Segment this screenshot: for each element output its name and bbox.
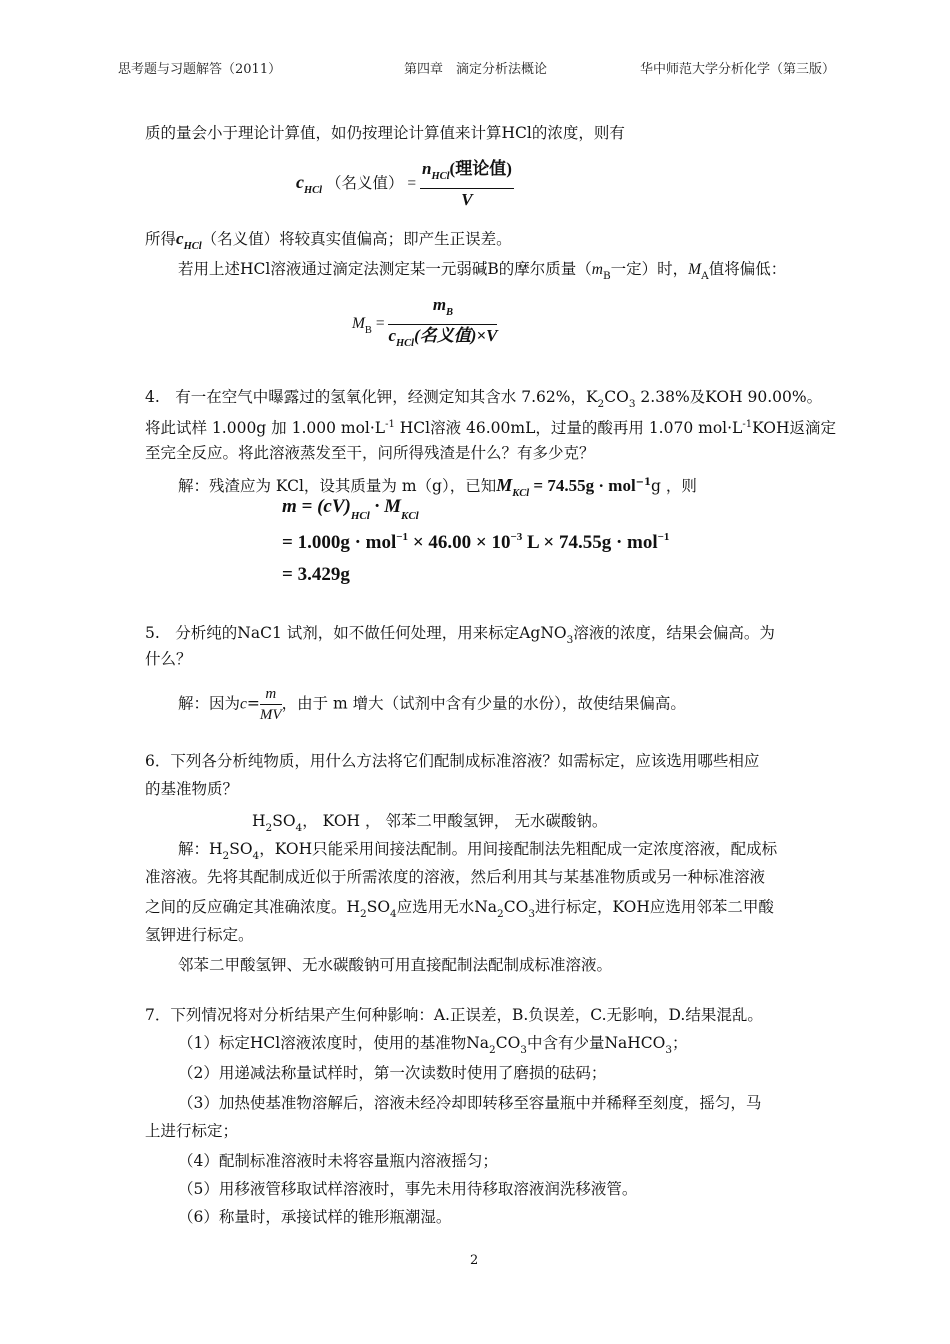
q6-a3d: CO — [503, 898, 529, 916]
equation-molar-mass — [352, 294, 497, 355]
q4-l2a: 将此试样 1.000g 加 1.000 mol·L — [145, 419, 386, 437]
q6-a3s1: 2 — [360, 908, 367, 920]
line2-pre: 所得 — [145, 230, 177, 248]
line3-b: 一定）时， — [610, 260, 689, 278]
q4-eq1a: m = (cV) — [282, 496, 351, 517]
eq2-eq: = — [375, 315, 385, 333]
q6-a1a: 解：H — [178, 840, 223, 858]
q5-line2: 什么？ — [145, 650, 192, 668]
eq1-theory: (理论值) — [449, 159, 512, 178]
q6-ans1 — [178, 838, 777, 867]
q4-eq2sup1: −1 — [396, 531, 409, 543]
header-left: 思考题与习题解答（2011） — [118, 62, 282, 77]
q6-ans4: 氢钾进行标定。 — [145, 926, 254, 944]
eq1-n: n — [421, 159, 432, 178]
q4-eq2c: L × 74.55g · mol — [522, 532, 658, 553]
q4-eq2b: × 46.00 × 10 — [408, 532, 511, 553]
header-right: 华中师范大学分析化学（第三版） — [640, 62, 836, 77]
eq1-nominal: （名义值） — [325, 175, 404, 193]
intro-line2 — [145, 228, 512, 258]
eq1-csub: HCl — [304, 185, 323, 197]
q4-eq-line1 — [282, 496, 419, 522]
q5-l1a: 5. 分析纯的NaC1 试剂，如不做任何处理，用来标定AgNO — [145, 624, 567, 642]
q7-line1: 7．下列情况将对分析结果产生何种影响：A.正误差，B.负误差，C.无影响，D.结果混乱。 — [145, 1006, 763, 1024]
q7-item2: （2）用递减法称量试样时，第一次读数时使用了磨损的砝码； — [178, 1064, 607, 1082]
line3-M: M — [688, 261, 702, 278]
q6-a3s2: 4 — [390, 908, 397, 920]
q5-ans-eq: = — [246, 694, 260, 713]
q7-i1b: CO — [495, 1034, 521, 1052]
intro-line3 — [178, 258, 786, 287]
q4-line3: 至完全反应。将此溶液蒸发至干，问所得残渣是什么？有多少克？ — [145, 444, 595, 462]
eq2-c: c — [388, 326, 396, 345]
q6-a3a: 之间的反应确定其准确浓度。H — [145, 898, 361, 916]
q5-answer — [178, 684, 686, 725]
q4-eq2sup3: −1 — [657, 531, 670, 543]
q4-eq1b: · M — [369, 496, 401, 517]
q4-ans-Msub: KCl — [512, 488, 530, 499]
q6-a1s1: 2 — [222, 850, 230, 862]
line3-m: m — [591, 261, 603, 278]
eq2-csub: HCl — [395, 338, 415, 349]
q6-a1s2: 4 — [252, 850, 260, 862]
eq1-nsub: HCl — [431, 171, 450, 182]
line3-a: 若用上述HCl溶液通过滴定法测定某一元弱碱B的摩尔质量（ — [178, 260, 592, 278]
q6-lb: SO — [272, 812, 296, 830]
page-number: 2 — [470, 1253, 479, 1268]
q6-a3c: 应选用无水Na — [396, 898, 498, 916]
q4-ans-b: g ，则 — [651, 477, 697, 495]
intro-line1: 质的量会小于理论计算值，如仍按理论计算值来计算HCl的浓度，则有 — [145, 124, 625, 142]
q7-item3b: 上进行标定； — [145, 1122, 239, 1140]
q5-l1b: 溶液的浓度，结果会偏高。为 — [573, 624, 775, 642]
q4-l2c: KOH返滴定 — [752, 419, 836, 437]
line2-csub: HCl — [183, 241, 202, 252]
q5-ans-c: c — [240, 695, 247, 713]
q4-eq-line2 — [282, 531, 669, 554]
header-center: 第四章 滴定分析法概论 — [404, 62, 548, 77]
q4-l2b: HCl溶液 46.00mL，过量的酸再用 1.070 mol·L — [394, 419, 743, 437]
eq1-c: c — [296, 172, 304, 193]
q5-num: m — [260, 684, 282, 705]
equation-nominal-concentration — [296, 158, 514, 211]
q4-eq1sub2: KCl — [400, 510, 419, 522]
line3-Msub: A — [701, 270, 709, 282]
q4-l1s1: 2 — [597, 398, 605, 410]
q6-a3s3: 2 — [497, 908, 504, 920]
q4-ans-sup: −1 — [635, 477, 652, 488]
q7-i1s1: 2 — [489, 1044, 496, 1056]
q7-i1s2: 3 — [520, 1044, 527, 1056]
q5-line1 — [145, 622, 775, 651]
q6-a3e: 进行标定，KOH应选用邻苯二甲酸 — [535, 898, 774, 916]
q4-eq2sup2: −3 — [510, 531, 523, 543]
q5-ans-b: ，由于 m 增大（试剂中含有少量的水份），故使结果偏高。 — [281, 694, 686, 713]
eq1-fraction — [420, 158, 514, 211]
q6-ls1: 2 — [265, 822, 273, 834]
q4-eq-line3: = 3.429g — [282, 564, 350, 585]
q4-l1s2: 3 — [628, 398, 636, 410]
q7-item1 — [178, 1032, 688, 1061]
q6-a3s4: 3 — [528, 908, 535, 920]
line3-c: 值将偏低： — [708, 260, 787, 278]
q4-ans-M: M — [496, 475, 513, 495]
eq2-num: m — [432, 295, 447, 314]
eq2-numsub: B — [446, 307, 454, 318]
eq2-Msub: B — [364, 325, 372, 337]
q6-la: H — [252, 812, 266, 830]
q6-line2: 的基准物质？ — [145, 780, 239, 798]
q6-a3b: SO — [366, 898, 391, 916]
q6-a1b: SO — [229, 840, 253, 858]
line2-post: （名义值）将较真实值偏高；即产生正误差。 — [201, 230, 512, 248]
q4-eq1sub1: HCl — [350, 510, 370, 522]
q4-line2 — [145, 414, 836, 439]
q7-i1s3: 3 — [665, 1044, 673, 1056]
eq2-fraction — [388, 294, 497, 355]
q4-ans-val: = 74.55g · mol — [529, 476, 636, 495]
q5-den: MV — [259, 707, 282, 723]
q4-answer — [178, 472, 697, 505]
q6-ans3 — [145, 896, 774, 925]
q6-substances — [252, 810, 607, 839]
q6-ls2: 4 — [295, 822, 303, 834]
q6-line1: 6．下列各分析纯物质，用什么方法将它们配制成标准溶液？如需标定，应该选用哪些相应 — [145, 752, 760, 770]
q4-l2sup2: -1 — [742, 419, 753, 430]
q4-l1c: 2.38%及KOH 90.00%。 — [635, 388, 823, 406]
q4-line1 — [145, 386, 822, 415]
q5-fraction — [260, 684, 282, 725]
q6-ans2: 准溶液。先将其配制成近似于所需浓度的溶液，然后利用其与某基准物质或另一种标准溶液 — [145, 868, 766, 886]
q6-lc: ， KOH ， 邻苯二甲酸氢钾， 无水碳酸钠。 — [302, 812, 608, 830]
q7-item5: （5）用移液管移取试样溶液时，事先未用待移取溶液润洗移液管。 — [178, 1180, 638, 1198]
q4-ans-a: 解：残渣应为 KCl，设其质量为 m（g），已知 — [178, 477, 497, 495]
q7-i1c: 中含有少量NaHCO — [526, 1034, 666, 1052]
q4-l1a: 4. 有一在空气中曝露过的氢氧化钾，经测定知其含水 7.62%，K — [145, 388, 598, 406]
q6-ans5: 邻苯二甲酸氢钾、无水碳酸钠可用直接配制法配制成标准溶液。 — [178, 956, 613, 974]
q4-l1b: CO — [604, 388, 629, 406]
q4-l2sup1: -1 — [385, 419, 395, 430]
q6-a1c: ，KOH只能采用间接法配制。用间接配制法先粗配成一定浓度溶液，配成标 — [259, 840, 778, 858]
q7-item6: （6）称量时，承接试样的锥形瓶潮湿。 — [178, 1208, 452, 1226]
eq1-eq: = — [407, 175, 417, 193]
line3-msub: B — [602, 270, 611, 282]
q7-item4: （4）配制标准溶液时未将容量瓶内溶液摇匀； — [178, 1152, 498, 1170]
eq2-rest: (名义值)×V — [414, 326, 498, 345]
q4-eq2a: = 1.000g · mol — [282, 532, 397, 553]
q7-i1a: （1）标定HCl溶液浓度时，使用的基准物Na — [178, 1034, 490, 1052]
q7-i1d: ； — [672, 1034, 688, 1052]
eq1-V: V — [461, 190, 473, 209]
q7-item3a: （3）加热使基准物溶解后，溶液未经冷却即转移至容量瓶中并稀释至刻度，摇匀，马 — [178, 1094, 762, 1112]
eq2-M: M — [352, 315, 365, 333]
q5-ans-a: 解：因为 — [178, 694, 241, 713]
q5-l1sub: 3 — [566, 634, 574, 646]
line2-c: c — [176, 229, 184, 248]
